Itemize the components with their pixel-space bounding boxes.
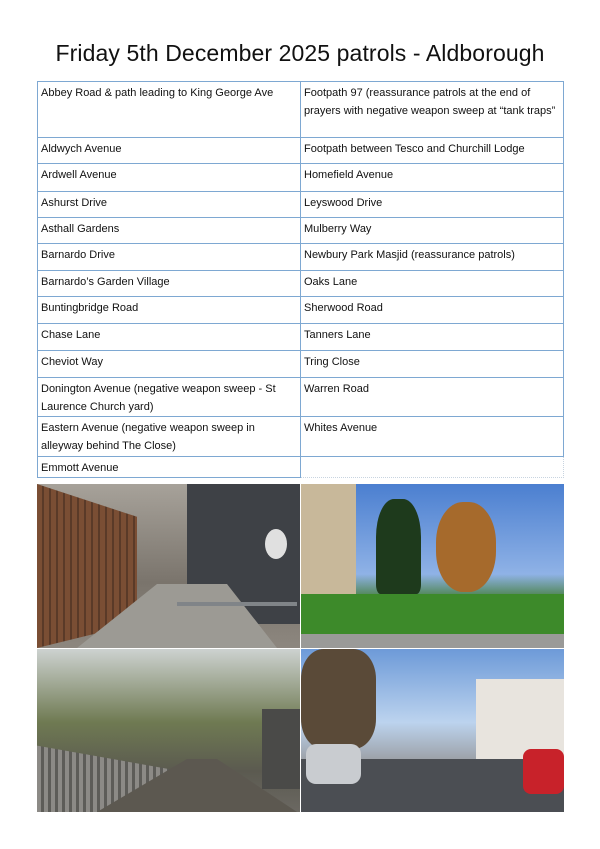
table-row [38, 417, 564, 457]
street-cell-left: Chase Lane [38, 324, 301, 351]
table-row [38, 324, 564, 351]
street-cell-right: Footpath between Tesco and Churchill Lodge [301, 138, 564, 164]
photo-alleyway-fence [37, 484, 300, 648]
photo-residential-street [301, 649, 564, 812]
table-row [38, 351, 564, 378]
table-row [38, 218, 564, 244]
street-cell-right: Whites Avenue [301, 417, 564, 457]
street-cell-right: Sherwood Road [301, 297, 564, 324]
street-cell-right [301, 457, 564, 478]
table-row [38, 378, 564, 417]
street-cell-left: Buntingbridge Road [38, 297, 301, 324]
street-cell-left: Ardwell Avenue [38, 164, 301, 192]
photo-path-railings [37, 649, 300, 812]
street-cell-left: Donington Avenue (negative weapon sweep - St Laurence Church yard) [38, 378, 301, 417]
street-cell-left: Cheviot Way [38, 351, 301, 378]
street-cell-left: Aldwych Avenue [38, 138, 301, 164]
street-cell-right: Newbury Park Masjid (reassurance patrols) [301, 244, 564, 271]
street-cell-right: Homefield Avenue [301, 164, 564, 192]
street-cell-left: Barnardo’s Garden Village [38, 271, 301, 297]
street-cell-left: Asthall Gardens [38, 218, 301, 244]
photo-collage [37, 484, 564, 812]
table-row [38, 457, 564, 478]
patrol-streets-table [37, 81, 564, 478]
table-row [38, 82, 564, 138]
photo-green-houses [301, 484, 564, 648]
street-cell-right: Tanners Lane [301, 324, 564, 351]
page-title: Friday 5th December 2025 patrols - Aldborough [55, 40, 545, 66]
table-row [38, 244, 564, 271]
street-cell-right: Footpath 97 (reassurance patrols at the end of prayers with negative weapon sweep at “tank traps” [301, 82, 564, 138]
street-cell-right: Warren Road [301, 378, 564, 417]
street-cell-left: Emmott Avenue [38, 457, 301, 478]
table-row [38, 138, 564, 164]
street-cell-left: Ashurst Drive [38, 192, 301, 218]
street-cell-left: Eastern Avenue (negative weapon sweep in alleyway behind The Close) [38, 417, 301, 457]
street-cell-right: Mulberry Way [301, 218, 564, 244]
table-row [38, 271, 564, 297]
street-cell-left: Barnardo Drive [38, 244, 301, 271]
street-cell-right: Oaks Lane [301, 271, 564, 297]
table-row [38, 297, 564, 324]
street-cell-right: Leyswood Drive [301, 192, 564, 218]
table-row [38, 192, 564, 218]
table-row [38, 164, 564, 192]
street-cell-right: Tring Close [301, 351, 564, 378]
street-cell-left: Abbey Road & path leading to King George Ave [38, 82, 301, 138]
